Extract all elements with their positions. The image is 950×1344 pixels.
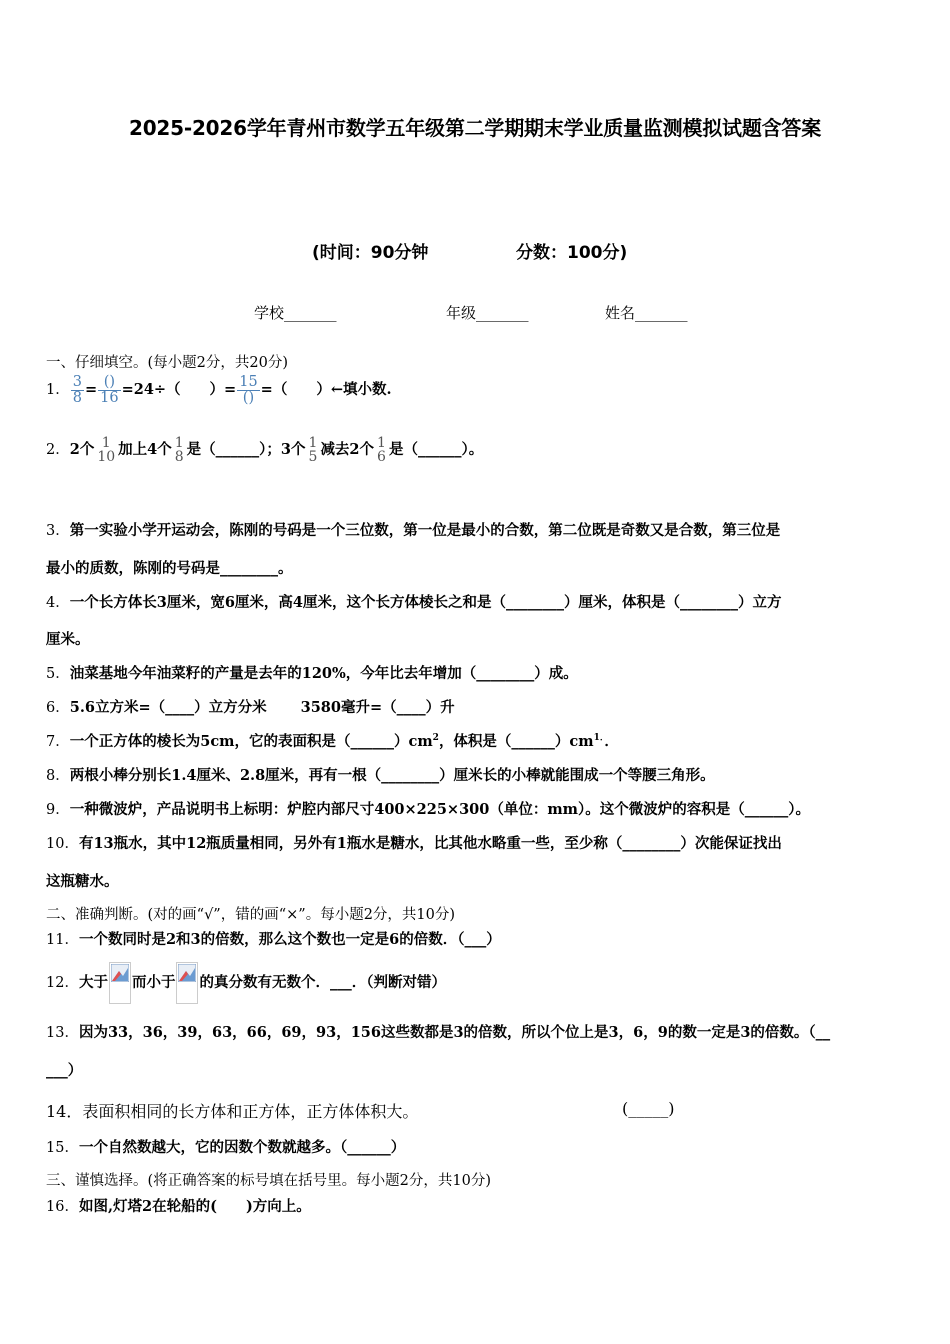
- question-9: 9．一种微波炉，产品说明书上标明：炉腔内部尺寸400×225×300（单位：mm）。这个微波炉的容积是（______）。: [46, 801, 811, 818]
- name-field: 姓名_______: [605, 304, 688, 322]
- section2-heading: 二、准确判断。(对的画“√”，错的画“×”。每小题2分，共10分): [46, 907, 456, 923]
- question-4-line2: 厘米。: [46, 631, 90, 648]
- fraction-image-icon: [109, 962, 131, 1004]
- question-10-line1: 10．有13瓶水，其中12瓶质量相同，另外有1瓶水是糖水，比其他水略重一些，至少称（________）次能保证找出: [46, 835, 782, 852]
- section3-heading: 三、谨慎选择。(将正确答案的标号填在括号里。每小题2分，共10分): [46, 1173, 491, 1189]
- fraction-1-5: 1 5: [308, 435, 318, 465]
- question-6: 6．5.6立方米=（____）立方分米 3580毫升=（____）升: [46, 699, 455, 716]
- question-11: 11．一个数同时是2和3的倍数，那么这个数也一定是6的倍数．（___）: [46, 931, 501, 948]
- exam-time: (时间：90分钟: [312, 243, 429, 263]
- fraction-1-10: 1 10: [97, 435, 116, 465]
- question-2: 2．2个 1 10 加上4个 1 8 是（______）；3个 1 5 减去2个 1 6 是（______）。: [46, 435, 484, 465]
- question-7: 7．一个正方体的棱长为5cm，它的表面积是$(\_\_\_\_\_\_)cm^2$，体积是$(\_\_\_\_\_\_)cm^{1.}$．: [46, 733, 619, 750]
- exam-score: 分数：100分): [516, 243, 628, 263]
- question-16: 16．如图,灯塔2在轮船的( )方向上。: [46, 1198, 311, 1215]
- question-1: 1． $\frac{3}{8}$ = $\frac{()}{16}$ =24÷（ ）= $\frac{15}{()}$ =（ ）←填小数.: [46, 374, 392, 406]
- question-13-line2: ___）: [46, 1062, 83, 1079]
- grade-field: 年级_______: [446, 304, 529, 322]
- question-4-line1: 4．一个长方体长3厘米，宽6厘米，高4厘米，这个长方体棱长之和是（________）厘米，体积是（________）立方: [46, 594, 782, 611]
- section1-heading: 一、仔细填空。(每小题2分，共20分): [46, 355, 288, 371]
- question-8: 8．两根小棒分别长1.4厘米、2.8厘米，再有一根（________）厘米长的小棒就能围成一个等腰三角形。: [46, 767, 715, 784]
- question-12: 12．大于 而小于 的真分数有无数个．___．（判断对错）: [46, 962, 446, 1004]
- question-13-line1: 13．因为33，36，39，63，66，69，93，156这些数都是3的倍数，所以个位上是3，6，9的数一定是3的倍数。（__: [46, 1024, 831, 1041]
- question-14: 14．表面积相同的长方体和正方体，正方体体积大。: [46, 1102, 419, 1121]
- page-title: 2025-2026学年青州市数学五年级第二学期期末学业质量监测模拟试题含答案: [128, 116, 822, 140]
- fraction-15-blank: $\frac{15}{()}$: [239, 374, 258, 406]
- school-field: 学校_______: [254, 304, 337, 322]
- fraction-1-6: 1 6: [377, 435, 386, 465]
- question-5: 5．油菜基地今年油菜籽的产量是去年的120%，今年比去年增加（________）成。: [46, 665, 578, 682]
- fraction-3-8: $\frac{3}{8}$: [72, 374, 82, 406]
- question-14-blank: (_____): [622, 1099, 675, 1118]
- question-10-line2: 这瓶糖水。: [46, 873, 119, 890]
- question-15: 15．一个自然数越大，它的因数个数就越多。（______）: [46, 1139, 406, 1156]
- fraction-blank-16: $\frac{()}{16}$: [100, 374, 119, 406]
- question-3-line2: 最小的质数，陈刚的号码是________。: [46, 560, 293, 577]
- fraction-1-8: 1 8: [174, 435, 184, 465]
- fraction-image-icon: [176, 962, 198, 1004]
- question-3-line1: 3．第一实验小学开运动会，陈刚的号码是一个三位数，第一位是最小的合数，第二位既是奇数又是合数，第三位是: [46, 522, 781, 539]
